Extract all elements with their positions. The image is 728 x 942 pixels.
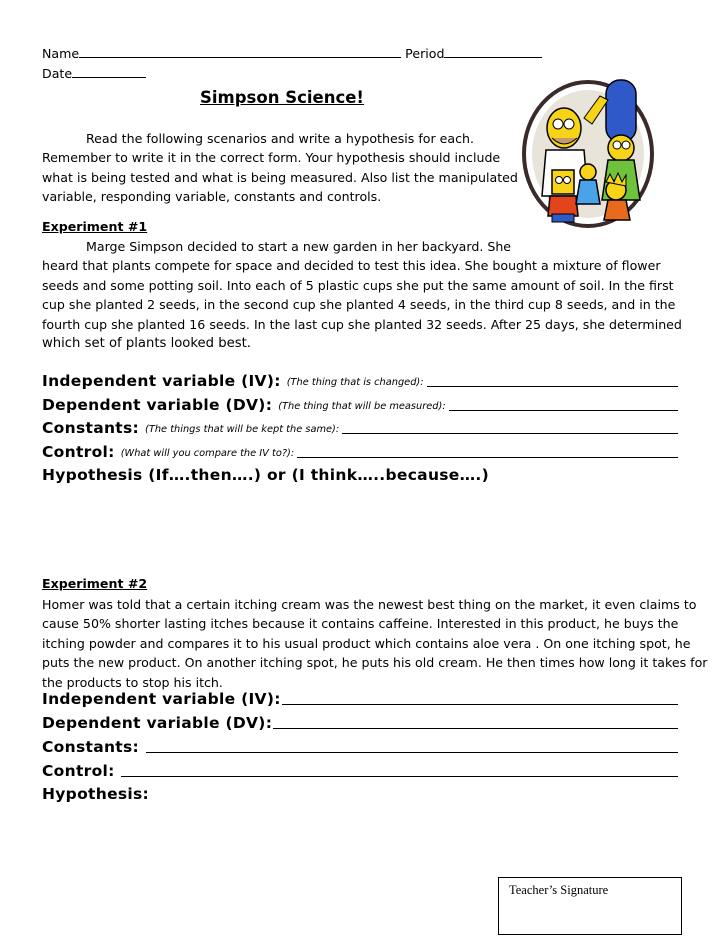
exp2-iv-answer-line[interactable]	[282, 704, 678, 705]
date-field[interactable]	[72, 77, 146, 78]
teacher-signature-label: Teacher’s Signature	[509, 883, 609, 897]
question-label: Control:	[42, 762, 121, 780]
scenario-line: which set of plants looked best.	[42, 336, 251, 352]
scenario-line: fourth cup she planted 16 seeds. In the last cup she planted 32 seeds. After 25 days, she determined	[42, 316, 682, 332]
exp2-constants-question	[42, 734, 678, 756]
exp2-dv-question	[42, 710, 678, 732]
question-hint: (What will you compare the IV to?):	[120, 448, 295, 459]
question-label: Independent variable (IV):	[42, 690, 281, 708]
instruction-line: Remember to write it in the correct form. Your hypothesis should include	[42, 150, 501, 166]
date-label: Date	[42, 66, 73, 81]
scenario-line: heard that plants compete for space and decided to test this idea. She bought a mixture of flower	[42, 258, 661, 274]
exp2-iv-question	[42, 686, 678, 708]
experiment-1-label: Experiment #1	[42, 219, 148, 234]
question-hint: (The thing that is changed):	[286, 377, 424, 388]
name-period-line	[42, 46, 542, 61]
question-label: Constants:	[42, 419, 140, 437]
date-line	[42, 66, 146, 81]
exp1-hypothesis-answer-area[interactable]	[42, 488, 682, 568]
teacher-signature-box[interactable]	[498, 877, 682, 935]
exp2-control-answer-line[interactable]	[121, 776, 678, 777]
page-title: Simpson Science!	[200, 88, 364, 107]
question-label: Dependent variable (DV):	[42, 714, 273, 732]
question-label: Dependent variable (DV):	[42, 396, 273, 414]
period-field[interactable]	[444, 57, 542, 58]
exp2-constants-answer-line[interactable]	[146, 752, 678, 753]
experiment-1-scenario	[42, 237, 682, 353]
scenario-line: cup she planted 2 seeds, in the second cup she planted 4 seeds, in the third cup 8 seeds, and in the	[42, 297, 676, 313]
question-label: Independent variable (IV):	[42, 372, 281, 390]
exp1-dv-answer-line[interactable]	[449, 410, 678, 411]
exp1-iv-answer-line[interactable]	[427, 386, 678, 387]
exp1-control-question	[42, 439, 678, 461]
instruction-line: what is being tested and what is being measured. Also list the manipulated	[42, 169, 518, 185]
exp1-iv-question	[42, 368, 678, 390]
name-field[interactable]	[79, 57, 401, 58]
exp1-hypothesis-question	[42, 462, 678, 484]
question-hint: (The things that will be kept the same):	[145, 424, 340, 435]
scenario-line: the products to stop his itch.	[42, 674, 223, 690]
exp1-control-answer-line[interactable]	[297, 457, 678, 458]
hypothesis-label: Hypothesis (If….then….) or (I think…..because….)	[42, 466, 489, 484]
scenario-line: Homer was told that a certain itching cream was the newest best thing on the market, it even claims to	[42, 597, 697, 612]
scenario-line: itching powder and compares it to his usual product which contains aloe vera . On one itching spot, he	[42, 635, 691, 651]
exp2-hypothesis-question	[42, 781, 678, 803]
exp1-dv-question	[42, 392, 678, 414]
scenario-line: puts the new product. On another itching spot, he puts his old cream. He then times how long it takes for	[42, 655, 708, 671]
exp2-control-question	[42, 758, 678, 780]
period-label: Period	[405, 46, 445, 61]
exp2-hypothesis-answer-area[interactable]	[42, 806, 482, 872]
exp2-dv-answer-line[interactable]	[273, 728, 678, 729]
instruction-line: Read the following scenarios and write a hypothesis for each.	[86, 131, 475, 146]
scenario-line: seeds and some potting soil. Into each of 5 plastic cups she put the same amount of soil. In the first	[42, 277, 674, 293]
scenario-line: Marge Simpson decided to start a new garden in her backyard. She	[86, 239, 512, 254]
experiment-2-label: Experiment #2	[42, 576, 148, 591]
instructions	[42, 129, 682, 207]
name-label: Name	[42, 46, 80, 61]
question-label: Constants:	[42, 738, 145, 756]
question-hint: (The thing that will be measured):	[278, 401, 446, 412]
question-label: Control:	[42, 443, 115, 461]
exp1-constants-question	[42, 415, 678, 437]
scenario-line: cause 50% shorter lasting itches because it contains caffeine. Interested in this product, he buys the	[42, 616, 679, 632]
hypothesis-label: Hypothesis:	[42, 785, 150, 803]
exp1-constants-answer-line[interactable]	[342, 433, 678, 434]
experiment-2-scenario	[42, 595, 708, 692]
instruction-line: variable, responding variable, constants and controls.	[42, 189, 382, 205]
